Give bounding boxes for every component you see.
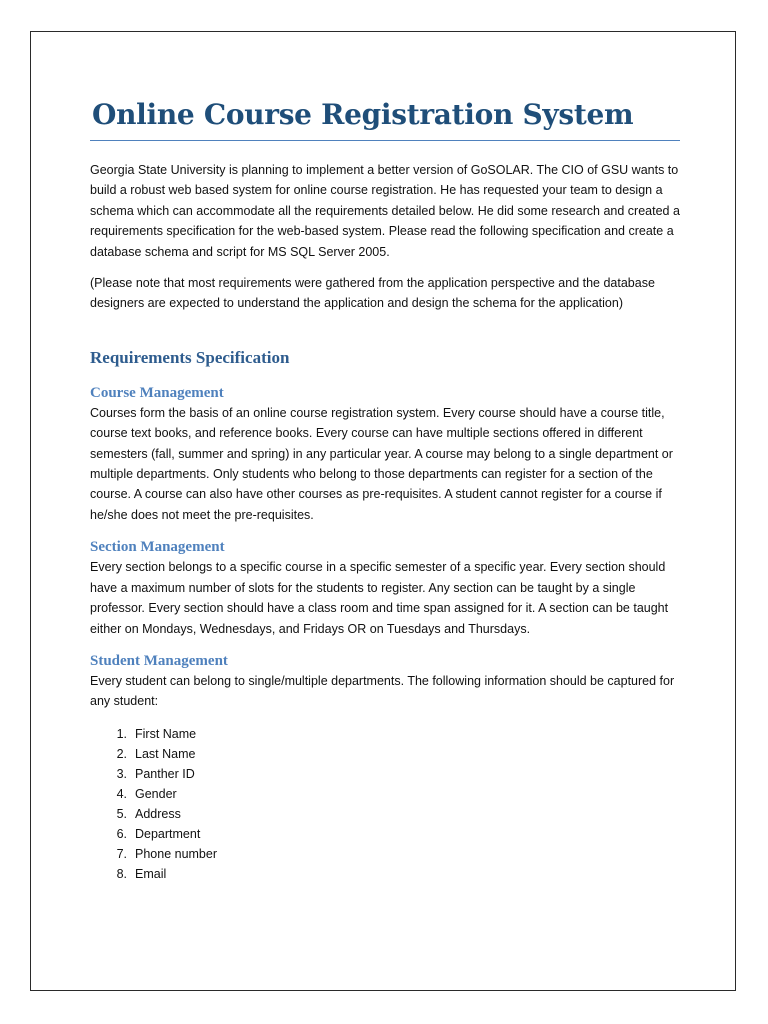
list-number: 4. [116, 786, 127, 801]
list-label: Phone number [135, 846, 218, 861]
student-fields-list [90, 724, 680, 884]
list-label: Last Name [135, 746, 196, 761]
document-page [30, 31, 736, 991]
document-content [90, 90, 680, 884]
list-item [90, 784, 680, 804]
course-management-paragraph: Courses form the basis of an online course registration system. Every course should have a course title, course text books, and reference books. Every course can have multiple sections offered in different semesters (fall, summer and spring) in any particular year. A course may belong to a single department or multiple departments. Only students who belong to those departments can register for a section of the course. A course can also have other courses as pre-requisites. A student cannot register for a course if he/she does not meet the pre-requisites. [90, 405, 673, 522]
student-management-heading: Student Management [90, 652, 228, 669]
list-label: Panther ID [135, 766, 195, 781]
section-management-heading: Section Management [90, 539, 225, 556]
list-item [90, 804, 680, 824]
list-label: Email [135, 866, 167, 881]
list-label: First Name [135, 726, 197, 741]
list-item [90, 824, 680, 844]
list-number: 1. [116, 726, 127, 741]
course-management-heading: Course Management [90, 384, 224, 401]
requirements-heading: Requirements Specification [90, 347, 290, 367]
list-number: 5. [116, 806, 127, 821]
section-management-paragraph: Every section belongs to a specific course in a specific semester of a specific year. Every section should have a maximum number of slots for the students to register. Any section can be taught by a single professor. Every section should have a class room and time span assigned for it. A section can be taught either on Mondays, Wednesdays, and Fridays OR on Tuesdays and Thursdays. [90, 560, 669, 636]
intro-paragraph: Georgia State University is planning to implement a better version of GoSOLAR. The CIO of GSU wants to build a robust web based system for online course registration. He has requested your team to design a schema which can accommodate all the requirements detailed below. He did some research and created a requirements specification for the web-based system. Please read the following specification and create a database schema and script for MS SQL Server 2005. [90, 163, 680, 259]
student-management-paragraph: Every student can belong to single/multiple departments. The following information should be captured for any student: [90, 673, 675, 709]
list-item [90, 724, 680, 744]
title-underline [90, 140, 680, 141]
list-label: Gender [135, 786, 177, 801]
list-number: 6. [116, 826, 127, 841]
list-item [90, 744, 680, 764]
list-label: Department [135, 826, 201, 841]
list-item [90, 844, 680, 864]
list-number: 7. [116, 846, 127, 861]
list-item [90, 864, 680, 884]
list-number: 8. [116, 866, 127, 881]
list-label: Address [135, 806, 181, 821]
note-paragraph: (Please note that most requirements were gathered from the application perspective and the database designers are expected to understand the application and design the schema for the application) [90, 276, 655, 311]
list-number: 3. [116, 766, 127, 781]
list-item [90, 764, 680, 784]
list-number: 2. [116, 746, 127, 761]
document-title: Online Course Registration System [92, 98, 634, 131]
